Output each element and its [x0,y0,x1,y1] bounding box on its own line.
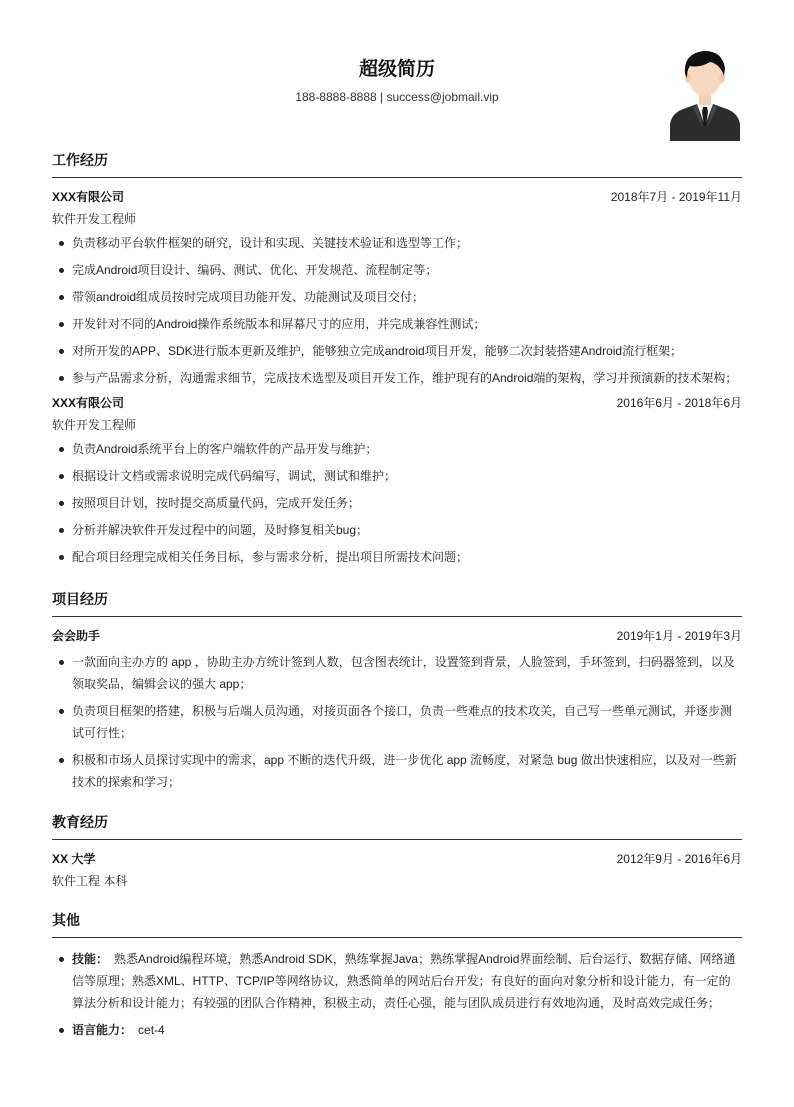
list-item: 负责项目框架的搭建，积极与后端人员沟通，对接页面各个接口，负责一些难点的技术攻关，自己写一些单元测试，并逐步测试可行性； [72,698,742,747]
list-item: 开发针对不同的Android操作系统版本和屏幕尺寸的应用，并完成兼容性测试； [72,311,742,338]
language-text: cet-4 [138,1023,165,1037]
project-name: 会会助手 [52,629,101,643]
list-item: 负责Android系统平台上的客户端软件的产品开发与维护； [72,436,742,463]
resume-header [52,0,742,150]
date-range: 2012年9月 - 2016年6月 [616,852,742,866]
bullet-list [52,436,742,571]
date-range: 2016年6月 - 2018年6月 [616,396,742,410]
list-item [72,946,742,1017]
project-experience-section [52,589,742,796]
section-title-work: 工作经历 [52,150,742,178]
list-item: 对所开发的APP、SDK进行版本更新及维护，能够独立完成android项目开发，能够二次封装搭建Android流行框架； [72,338,742,365]
avatar-icon [670,46,740,141]
list-item: 根据设计文档或需求说明完成代码编写，调试，测试和维护； [72,463,742,490]
list-item: 按照项目计划，按时提交高质量代码，完成开发任务； [72,490,742,517]
skills-label: 技能： [72,952,109,966]
section-title-other: 其他 [52,910,742,938]
degree-info: 软件工程 本科 [52,874,128,888]
date-range: 2018年7月 - 2019年11月 [610,190,742,204]
list-item: 完成Android项目设计、编码、测试、优化、开发规范、流程制定等； [72,257,742,284]
list-item: 参与产品需求分析，沟通需求细节，完成技术选型及项目开发工作，维护现有的Android端的架构，学习并预演新的技术架构； [72,365,742,392]
list-item: 分析并解决软件开发过程中的问题，及时修复相关bug； [72,517,742,544]
job-role: 软件开发工程师 [52,418,137,432]
bullet-list [52,230,742,392]
candidate-name: 超级简历 [358,59,435,80]
education-section [52,812,742,892]
company-name: XXX有限公司 [52,190,125,204]
list-item: 一款面向主办方的 app ，协助主办方统计签到人数，包含图表统计，设置签到背景，人脸签到，手环签到，扫码器签到，以及领取奖品，编辑会议的强大 app； [72,649,742,698]
section-title-education: 教育经历 [52,812,742,840]
project-entry [52,625,742,796]
work-entry [52,186,742,392]
resume-page [52,0,742,1044]
section-title-projects: 项目经历 [52,589,742,617]
company-name: XXX有限公司 [52,396,125,410]
list-item [72,1017,742,1044]
work-entry [52,392,742,571]
list-item: 积极和市场人员探讨实现中的需求，app 不断的迭代升级，进一步优化 app 流畅度，对紧急 bug 做出快速相应，以及对一些新技术的探索和学习； [72,747,742,796]
school-name: XX 大学 [52,852,96,866]
skills-text: 熟悉Android编程环境，熟悉Android SDK，熟练掌握Java；熟练掌握Android界面绘制、后台运行、数据存储、网络通信等原理；熟悉XML、HTTP、TCP/IP等网络协议，熟悉简单的网站后台开发；有良好的面向对象分析和设计能力，有一定的算法分析和设计能力；有较强的团队合作精神，积极主动，责任心强，能与团队成员进行有效地沟通，及时高效完成任务； [72,952,736,1010]
language-label: 语言能力： [72,1023,133,1037]
list-item: 配合项目经理完成相关任务目标，参与需求分析，提出项目所需技术问题； [72,544,742,571]
work-experience-section [52,150,742,571]
job-role: 软件开发工程师 [52,212,137,226]
list-item: 负责移动平台软件框架的研究，设计和实现、关键技术验证和选型等工作； [72,230,742,257]
bullet-list [52,649,742,796]
contact-info: 188-8888-8888 | success@jobmail.vip [295,90,499,104]
date-range: 2019年1月 - 2019年3月 [616,629,742,643]
bullet-list [52,946,742,1044]
list-item: 带领android组成员按时完成项目功能开发、功能测试及项目交付； [72,284,742,311]
other-section [52,910,742,1044]
